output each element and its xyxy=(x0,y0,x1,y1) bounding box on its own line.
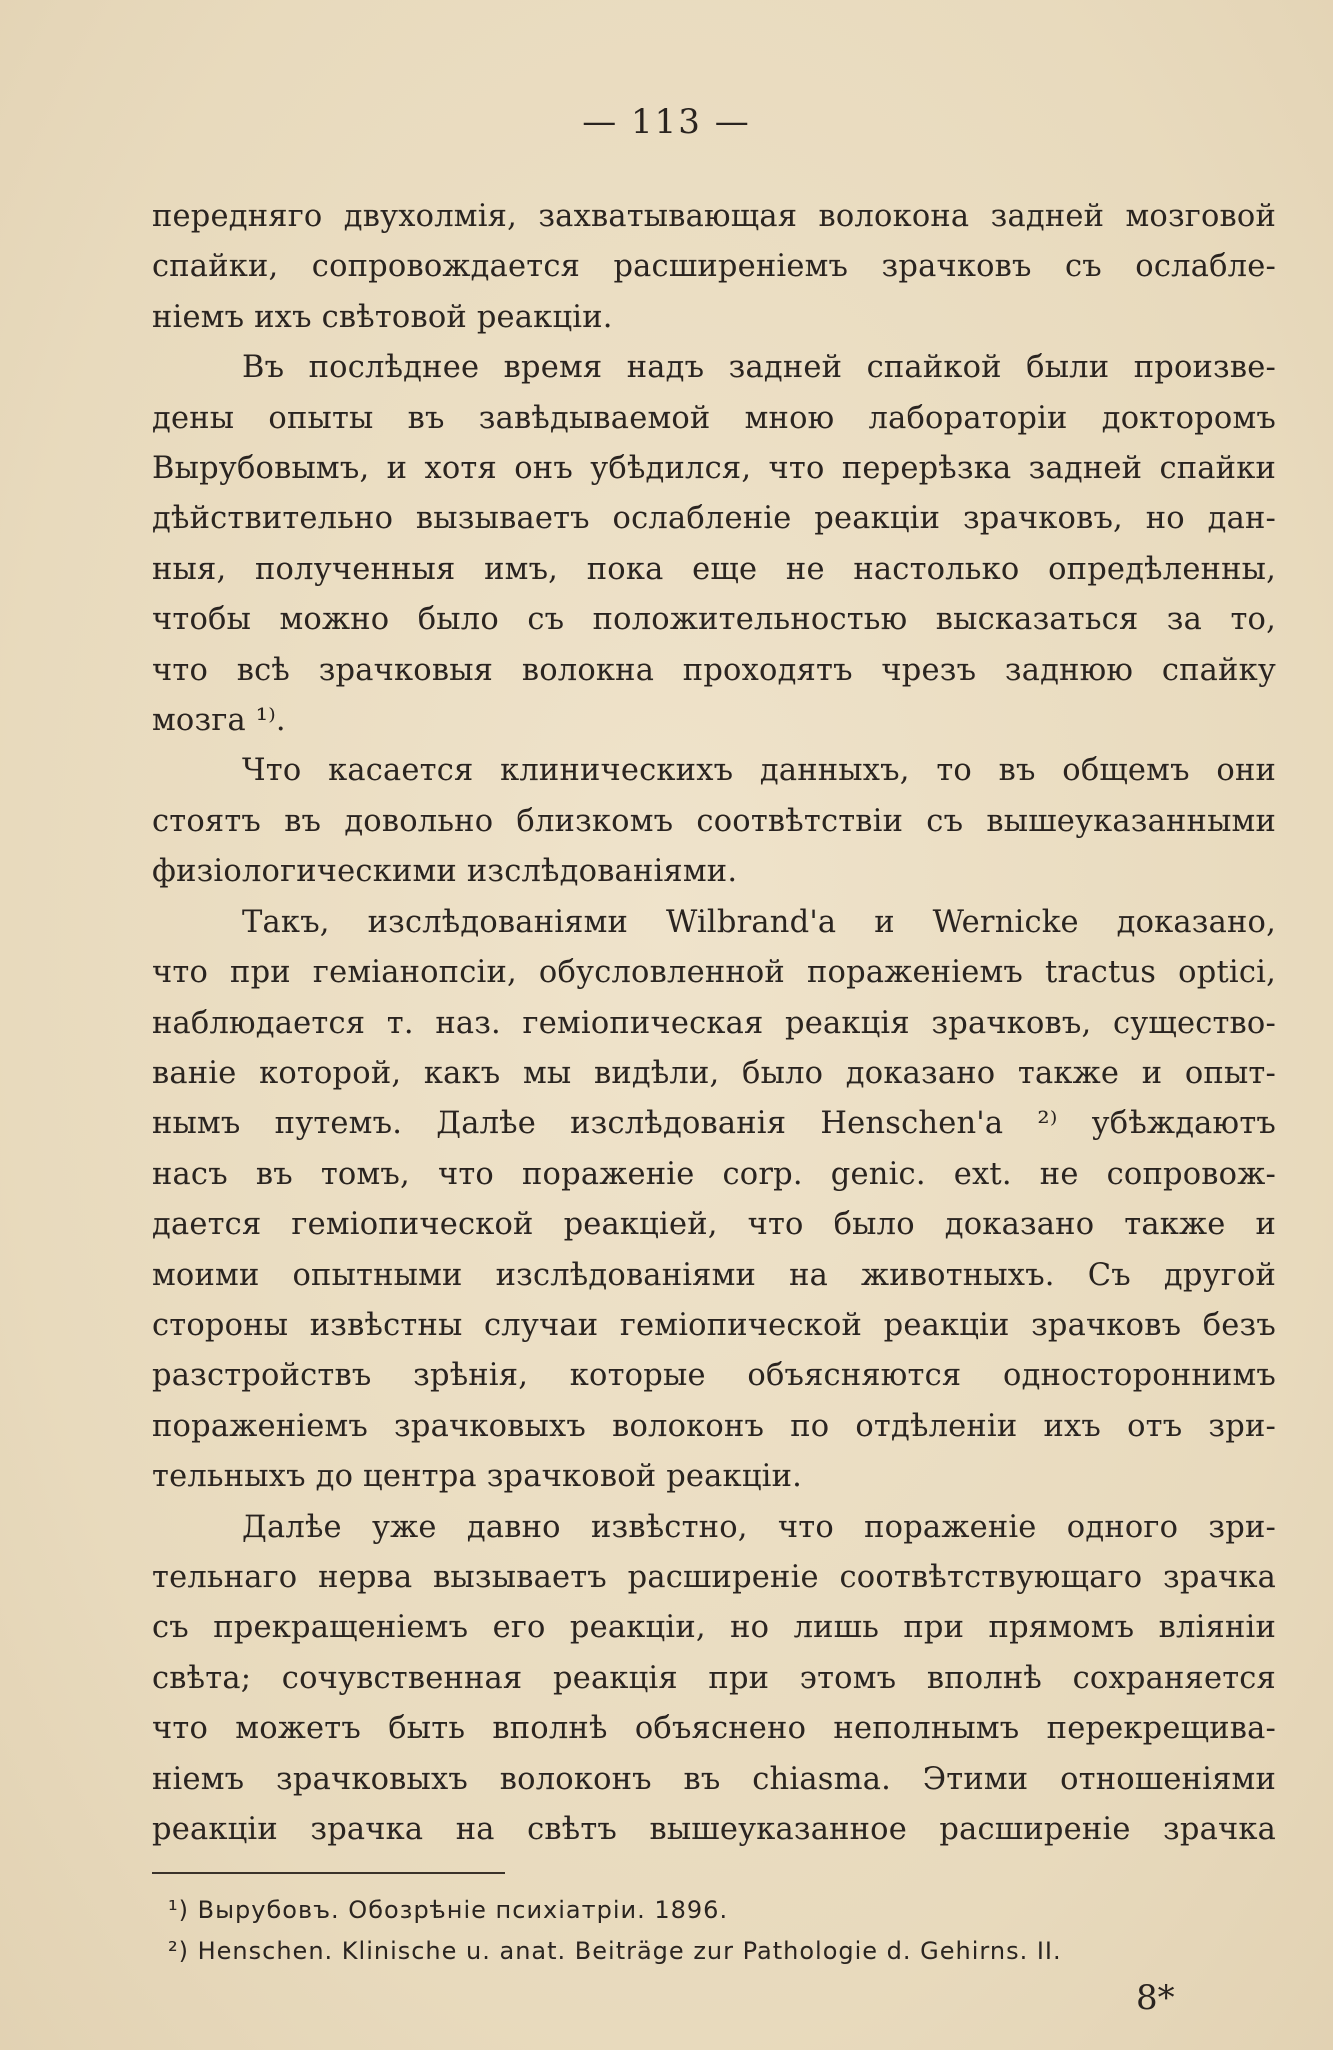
text-line: наблюдается т. наз. геміопическая реакція зрачковъ, существо- xyxy=(152,1005,1276,1041)
text-line: нымъ путемъ. Далѣе изслѣдованія Henschen'а ²⁾ убѣждаютъ xyxy=(152,1106,1276,1142)
text-line: передняго двухолмія, захватывающая волокона задней мозговой xyxy=(152,199,1276,234)
text-line: что при геміанопсіи, обусловленной пораженіемъ tractus optici, xyxy=(152,955,1276,991)
text-line: Въ послѣднее время надъ задней спайкой были произве- xyxy=(242,350,1276,386)
signature-mark: 8* xyxy=(1136,1978,1175,2018)
text-line: Вырубовымъ, и хотя онъ убѣдился, что перерѣзка задней спайки xyxy=(152,451,1276,487)
paragraph-5 xyxy=(152,1503,1276,1856)
text-line: ніемъ ихъ свѣтовой реакціи. xyxy=(152,299,613,335)
text-line: что можетъ быть вполнѣ объяснено неполнымъ перекрещива- xyxy=(152,1711,1276,1747)
paragraph-2 xyxy=(152,343,1276,746)
text-line: дены опыты въ завѣдываемой мною лабораторіи докторомъ xyxy=(152,400,1276,436)
paragraph-4 xyxy=(152,898,1276,1503)
text-line: тельныхъ до центра зрачковой реакціи. xyxy=(152,1459,803,1495)
text-line: чтобы можно было съ положительностью высказаться за то, xyxy=(152,602,1276,638)
text-line: дается геміопической реакціей, что было доказано также и xyxy=(152,1207,1276,1243)
paragraph-1 xyxy=(152,192,1276,343)
text-line: ныя, полученныя имъ, пока еще не настолько опредѣленны, xyxy=(152,551,1276,587)
text-line: моими опытными изслѣдованіями на животныхъ. Съ другой xyxy=(152,1257,1276,1293)
body-text xyxy=(152,192,1276,1855)
footnote-1: ¹) Вырубовъ. Обозрѣніе психіатріи. 1896. xyxy=(168,1896,729,1924)
text-line: съ прекращеніемъ его реакціи, но лишь при прямомъ вліяніи xyxy=(152,1610,1276,1646)
footnote-divider xyxy=(152,1872,505,1874)
text-line: Что касается клиническихъ данныхъ, то въ общемъ они xyxy=(242,753,1276,789)
text-line: насъ въ томъ, что пораженіе corp. genic. ext. не сопровож- xyxy=(152,1156,1276,1192)
text-line: что всѣ зрачковыя волокна проходятъ чрезъ заднюю спайку xyxy=(152,652,1276,688)
text-line: реакціи зрачка на свѣтъ вышеуказанное расширеніе зрачка xyxy=(152,1812,1276,1847)
text-line: свѣта; сочувственная реакція при этомъ вполнѣ сохраняется xyxy=(152,1660,1276,1696)
footnote-2: ²) Henschen. Klinische u. anat. Beiträge zur Pathologie d. Gehirns. II. xyxy=(168,1937,1062,1965)
footnotes xyxy=(168,1890,1268,1972)
text-line: мозга ¹⁾. xyxy=(152,703,286,739)
text-line: дѣйствительно вызываетъ ослабленіе реакціи зрачковъ, но дан- xyxy=(152,501,1276,537)
text-line: стоятъ въ довольно близкомъ соотвѣтствіи съ вышеуказанными xyxy=(152,803,1276,839)
paragraph-3 xyxy=(152,746,1276,897)
text-line: ніемъ зрачковыхъ волоконъ въ chiasma. Этими отношеніями xyxy=(152,1761,1276,1797)
text-line: ваніе которой, какъ мы видѣли, было доказано также и опыт- xyxy=(152,1055,1276,1091)
page-number: — 113 — xyxy=(582,102,751,142)
text-line: спайки, сопровождается расширеніемъ зрачковъ съ ослабле- xyxy=(152,249,1276,285)
text-line: пораженіемъ зрачковыхъ волоконъ по отдѣленіи ихъ отъ зри- xyxy=(152,1408,1276,1444)
text-line: Такъ, изслѣдованіями Wilbrand'а и Wernicke доказано, xyxy=(242,904,1276,940)
text-line: тельнаго нерва вызываетъ расширеніе соотвѣтствующаго зрачка xyxy=(152,1559,1276,1595)
text-line: Далѣе уже давно извѣстно, что пораженіе одного зри- xyxy=(242,1509,1276,1545)
text-line: разстройствъ зрѣнія, которые объясняются одностороннимъ xyxy=(152,1358,1276,1394)
text-line: стороны извѣстны случаи геміопической реакціи зрачковъ безъ xyxy=(152,1307,1276,1343)
text-line: физіологическими изслѣдованіями. xyxy=(152,854,738,890)
